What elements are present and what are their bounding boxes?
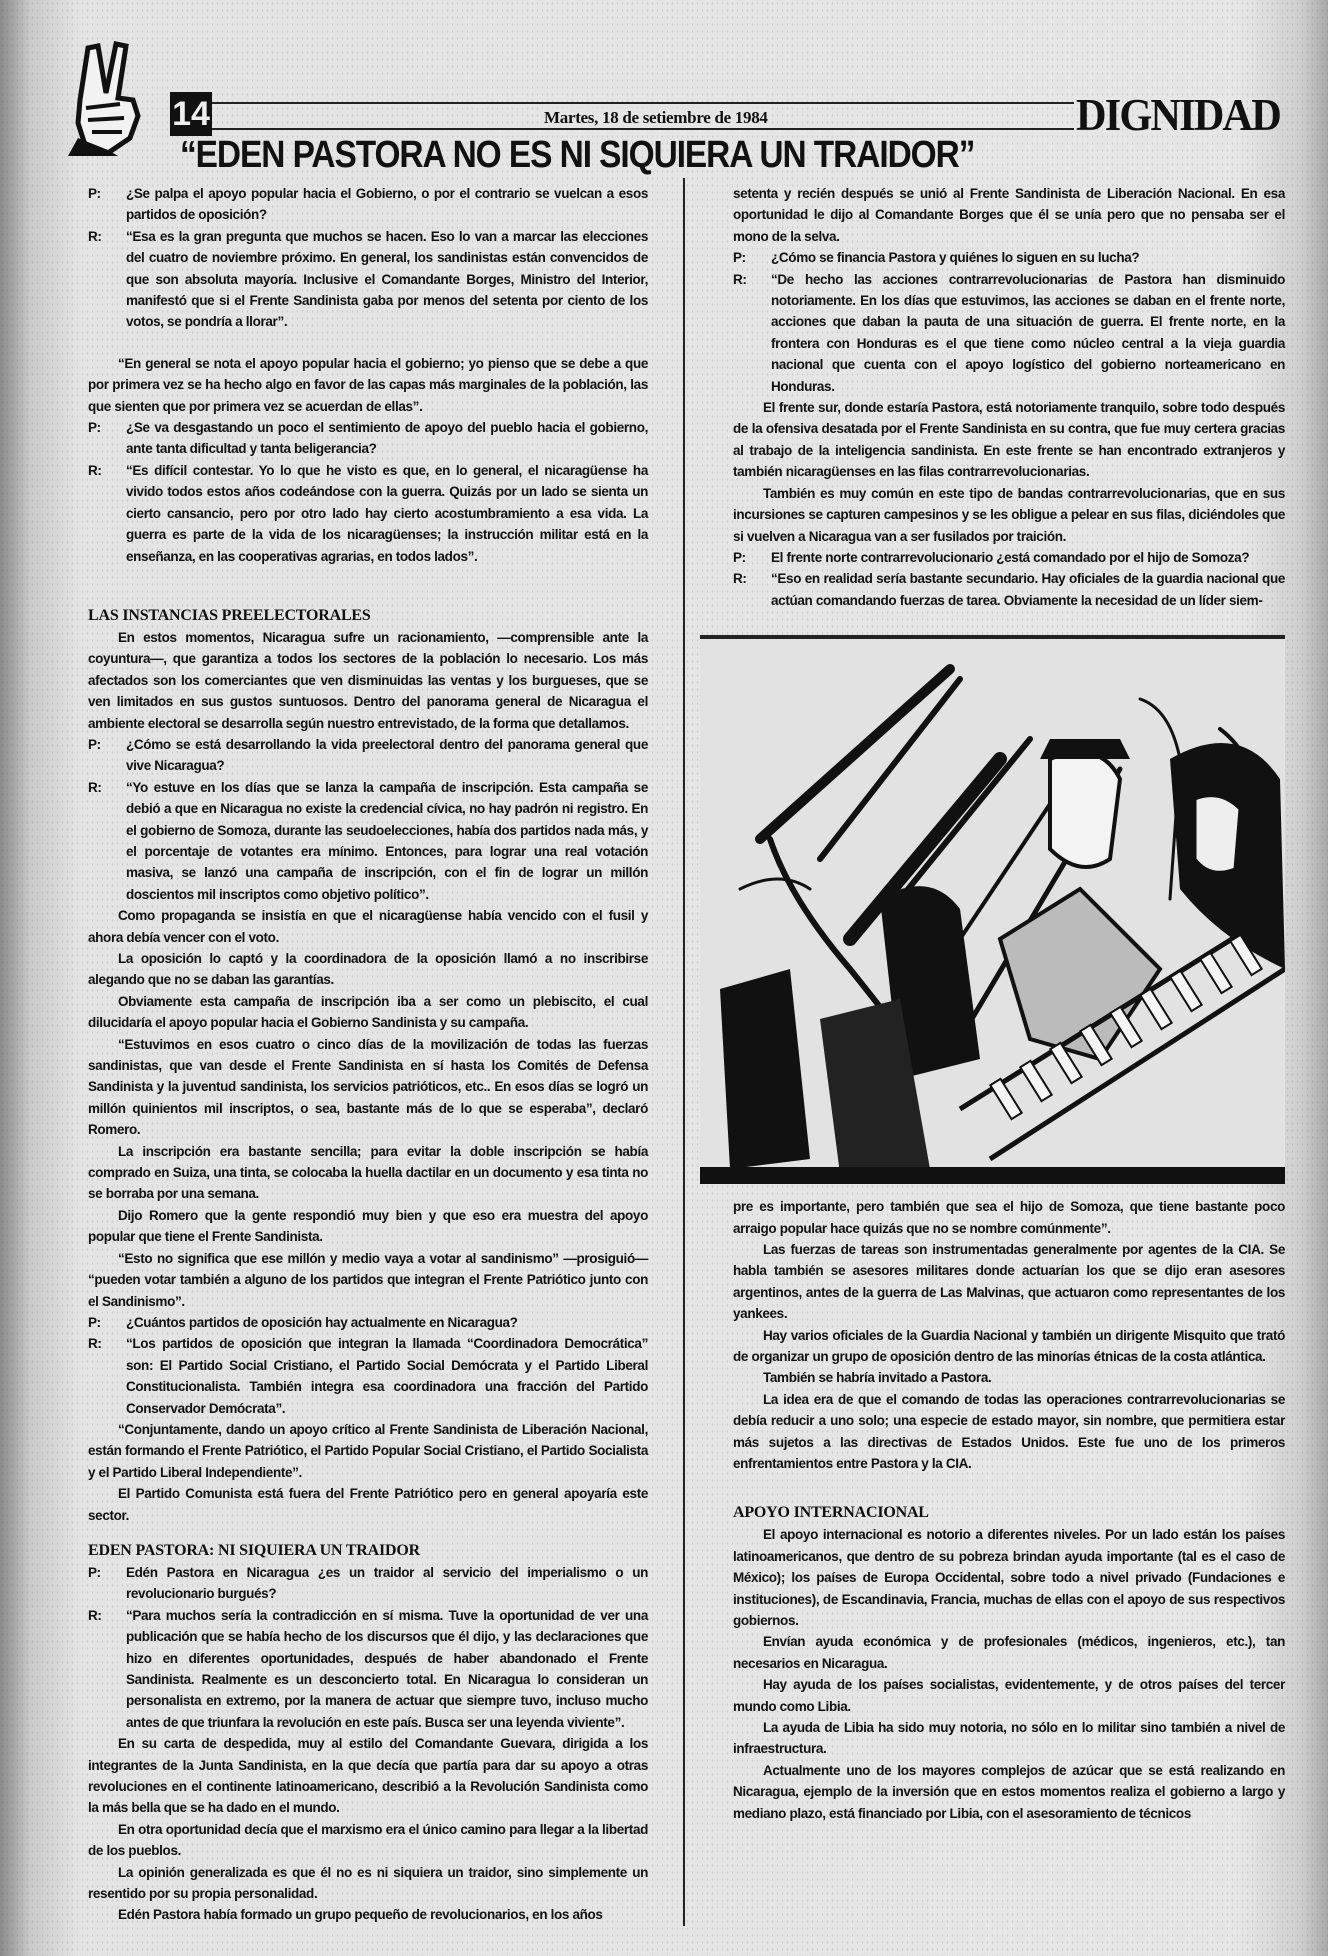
answer-paragraph <box>88 1605 648 1733</box>
body-paragraph <box>88 1819 648 1862</box>
paragraph-text: ¿Cómo se financia Pastora y quiénes lo siguen en su lucha? <box>771 250 1140 266</box>
speaker-label: R: <box>88 779 102 795</box>
body-paragraph <box>88 1248 648 1312</box>
paragraph-text: “Eso en realidad sería bastante secundario. Hay oficiales de la guardia nacional que actúan comandando fuerzas de tarea. Obviamente la necesidad de un líder siem- <box>771 571 1285 608</box>
body-paragraph <box>733 1325 1285 1368</box>
paragraph-text: ¿Cuántos partidos de oposición hay actualmente en Nicaragua? <box>126 1314 518 1330</box>
paragraph-text: ¿Se palpa el apoyo popular hacia el Gobierno, o por el contrario se vuelcan a esos partidos de oposición? <box>126 186 648 223</box>
paragraph-text: “En general se nota el apoyo popular hacia el gobierno; yo pienso que se debe a que por primera vez se ha hecho algo en favor de las capas más marginales de la población, las que sienten que por primera vez se acuerdan de ellas”. <box>88 355 648 414</box>
answer-paragraph <box>733 568 1285 611</box>
body-paragraph <box>88 1483 648 1526</box>
question-paragraph <box>733 247 1285 268</box>
paragraph-text: “De hecho las acciones contrarrevolucionarias de Pastora han disminuido notoriamente. En los días que estuvimos, las acciones se daban en el frente norte, acciones que daban la pauta de una situación de guerra. El frente norte, en la frontera con Honduras es el que tiene como núcleo central a la vieja guardia nacional que cuenta con el apoyo logístico del gobierno norteamericano en Honduras. <box>771 271 1285 394</box>
section-apoyo-internacional <box>733 1504 1285 1824</box>
illustration-frame <box>700 635 1285 1184</box>
paragraph-text: setenta y recién después se unió al Frente Sandinista de Liberación Nacional. En esa oportunidad le dijo al Comandante Borges que él se unía pero que no pensaba ser el mono de la selva. <box>733 186 1285 244</box>
paragraph-text: Hay ayuda de los países socialistas, evidentemente, y de otros países del tercer mundo como Libia. <box>733 1677 1285 1714</box>
paragraph-text: Envían ayuda económica y de profesionales (médicos, ingenieros, etc.), tan necesarios en Nicaragua. <box>733 1634 1285 1671</box>
body-paragraph <box>88 627 648 734</box>
right-column <box>733 183 1285 1824</box>
speaker-label: P: <box>88 1564 101 1580</box>
right-block-2 <box>733 1196 1285 1474</box>
speaker-label: R: <box>733 571 747 587</box>
body-paragraph <box>733 1196 1285 1239</box>
speaker-label: P: <box>88 1314 101 1330</box>
paragraph-text: ¿Cómo se está desarrollando la vida preelectoral dentro del panorama general que vive Nicaragua? <box>126 736 648 774</box>
paragraph-text: Las fuerzas de tareas son instrumentadas generalmente por agentes de la CIA. Se habla también se asesores militares donde actuarían los que se dijo eran asesores argentinos, antes de la guerra de Las Malvinas, que actuaron como representantes de los yankees. <box>733 1241 1285 1322</box>
paragraph-text: “Para muchos sería la contradicción en sí misma. Tuve la oportunidad de ver una publicación que se había hecho de los discursos que él dijo, y las declaraciones que hizo en diferentes oportunidades, después de haber abandonado el Frente Sandinista. Realmente es un desconcierto total. En Nicaragua lo consideran un personalista en extremo, por la manera de actuar que siempre tuvo, incluso mucho antes de que triunfara la revolución en este país. Busca ser una leyenda viviente”. <box>126 1607 648 1730</box>
left-column <box>88 183 648 1926</box>
left-block-2 <box>88 353 648 567</box>
body-paragraph <box>88 1419 648 1483</box>
question-paragraph <box>88 1312 648 1333</box>
body-paragraph <box>733 1760 1285 1824</box>
speaker-label: P: <box>88 420 101 436</box>
answer-paragraph <box>88 777 648 905</box>
speaker-label: P: <box>733 549 746 565</box>
question-paragraph <box>733 547 1285 568</box>
body-paragraph <box>733 397 1285 483</box>
body-paragraph <box>88 1141 648 1205</box>
header-rule-bottom <box>212 128 1074 130</box>
header-rule-top <box>212 102 1074 104</box>
body-paragraph <box>733 1389 1285 1475</box>
paragraph-text: “Estuvimos en esos cuatro o cinco días de la movilización de todas las fuerzas sandinistas, que van desde el Frente Sandinista en sí hasta los Comités de Defensa Sandinista y la juventud sandinista, los servicios patrióticos, etc.. En esos días se logró un millón quinientos mil inscriptos, o sea, bastante más de lo que se esperaba”, declaró Romero. <box>88 1036 648 1138</box>
speaker-label: R: <box>88 462 102 478</box>
paragraph-text: El frente sur, donde estaría Pastora, está notoriamente tranquilo, sobre todo después de la ofensiva desatada por el Frente Sandinista en su contra, que fue muy certera gracias al trabajo de la inteligencia sandinista. En este frente se han encontrado extranjeros y también nicaragüenses en las filas contrarrevolucionarias. <box>733 400 1285 480</box>
paragraph-text: “Conjuntamente, dando un apoyo crítico al Frente Sandinista de Liberación Nacional, están formando el Frente Patriótico, el Partido Popular Social Cristiano, el Partido Socialista y el Partido Liberal Independiente”. <box>88 1421 648 1480</box>
paragraph-text: Dijo Romero que la gente respondió muy bien y que eso era muestra del apoyo popular que tiene el Frente Sandinista. <box>88 1207 648 1245</box>
paragraph-text: ¿Se va desgastando un poco el sentimiento de apoyo del pueblo hacia el gobierno, ante tanta dificultad y tanta beligerancia? <box>126 420 648 457</box>
section-heading: EDEN PASTORA: NI SIQUIERA UN TRAIDOR <box>88 1541 420 1559</box>
illustration-armed-militia <box>700 639 1285 1184</box>
question-paragraph <box>88 183 648 226</box>
body-paragraph <box>733 483 1285 547</box>
answer-paragraph <box>733 269 1285 397</box>
speaker-label: P: <box>88 186 101 201</box>
paragraph-text: Obviamente esta campaña de inscripción iba a ser como un plebiscito, el cual dilucidaría el apoyo popular hacia el Gobierno Sandinista y su campaña. <box>88 993 648 1031</box>
paragraph-text: En otra oportunidad decía que el marxismo era el único camino para llegar a la libertad de los pueblos. <box>88 1821 648 1859</box>
body-paragraph <box>88 1733 648 1819</box>
speaker-label: P: <box>88 736 101 752</box>
paragraph-text: Actualmente uno de los mayores complejos de azúcar que se está realizando en Nicaragua, ejemplo de la inversión que en estos momentos realiza el gobierno a largo y mediano plazo, está financiado por Libia, con el asesoramiento de técnicos <box>733 1762 1285 1821</box>
victory-hand-logo-icon <box>58 38 168 158</box>
headline: “EDEN PASTORA NO ES NI SIQUIERA UN TRAIDOR” <box>180 134 975 176</box>
paragraph-text: La ayuda de Libia ha sido muy notoria, no sólo en lo militar sino también a nivel de infraestructura. <box>733 1720 1285 1757</box>
paragraph-text: El Partido Comunista está fuera del Frente Patriótico pero en general apoyaría este sector. <box>88 1486 648 1523</box>
body-paragraph <box>733 1367 1285 1388</box>
body-paragraph <box>733 1717 1285 1760</box>
body-paragraph <box>733 1674 1285 1717</box>
speaker-label: P: <box>733 250 746 266</box>
page-number: 14 <box>170 92 212 136</box>
speaker-label: R: <box>88 1607 102 1623</box>
paragraph-text: También se habría invitado a Pastora. <box>763 1370 992 1386</box>
speaker-label: R: <box>88 228 102 244</box>
paragraph-text: Como propaganda se insistía en que el nicaragüense había vencido con el fusil y ahora debía vencer con el voto. <box>88 908 648 945</box>
masthead-logo: DIGNIDAD <box>1076 89 1280 140</box>
paragraph-text: La opinión generalizada es que él no es ni siquiera un traidor, sino simplemente un resentido por su propia personalidad. <box>88 1864 648 1902</box>
speaker-label: R: <box>88 1336 102 1352</box>
question-paragraph <box>88 734 648 777</box>
body-paragraph <box>88 1904 648 1925</box>
answer-paragraph <box>88 1333 648 1419</box>
speaker-label: R: <box>733 271 747 287</box>
section-heading: LAS INSTANCIAS PREELECTORALES <box>88 606 371 624</box>
paragraph-text: “Esa es la gran pregunta que muchos se hacen. Eso lo van a marcar las elecciones del cuatro de noviembre próximo. En general, los sandinistas están convencidos de que son absoluta mayoría. Inclusive el Comandante Borges, Ministro del Interior, manifestó que si el Frente Sandinista gaba por menos del setenta por ciento de los votos, se pondría a llorar”. <box>126 228 648 330</box>
left-block-1 <box>88 183 648 333</box>
issue-date: Martes, 18 de setiembre de 1984 <box>540 108 772 128</box>
body-paragraph <box>733 1239 1285 1325</box>
body-paragraph <box>88 1034 648 1141</box>
paragraph-text: El frente norte contrarrevolucionario ¿está comandado por el hijo de Somoza? <box>771 549 1250 565</box>
paragraph-text: La idea era de que el comando de todas las operaciones contrarrevolucionarias se debía reducir a uno solo; una especie de estado mayor, sin nombre, que permitiera estar más sujetos a las directivas de Estados Unidos. Este fue uno de los primeros enfrentamientos entre Pastora y la CIA. <box>733 1391 1285 1471</box>
paragraph-text: “Esto no significa que ese millón y medio vaya a votar al sandinismo” —prosiguió— “pueden votar también a alguno de los partidos que integran el Frente Patriótico junto con el Sandinismo”. <box>88 1250 648 1309</box>
paragraph-text: “Los partidos de oposición que integran la llamada “Coordinadora Democrática” son: El Partido Social Cristiano, el Partido Social Demócrata y el Partido Liberal Constitucionalista. También integra esa coordinadora una fracción del Partido Conservador Demócrata”. <box>126 1336 648 1416</box>
paragraph-text: La inscripción era bastante sencilla; para evitar la doble inscripción se había comprado en Suiza, una tinta, se colocaba la huella dactilar en un documento y esa tinta no se borraba por una semana. <box>88 1143 648 1202</box>
body-paragraph <box>88 1205 648 1248</box>
body-paragraph <box>733 1631 1285 1674</box>
section-heading: APOYO INTERNACIONAL <box>733 1504 929 1522</box>
body-paragraph <box>88 353 648 417</box>
paragraph-text: “Yo estuve en los días que se lanza la campaña de inscripción. Esta campaña se debió a que en Nicaragua no existe la credencial cívica, no hay padrón ni registro. En el gobierno de Somoza, durante las seudoelecciones, había dos partidos nada más, y el porcentaje de votantes era mínimo. Entonces, para lograr una real votación masiva, se lanzó una campaña de inscripción, con el fin de lograr un millón doscientos mil inscriptos como objetivo político”. <box>126 779 648 902</box>
section-instancias-preelectorales <box>88 607 648 1526</box>
paragraph-text: La oposición lo captó y la coordinadora de la oposición llamó a no inscribirse alegando que no se daban las garantías. <box>88 951 648 988</box>
paragraph-text: Edén Pastora en Nicaragua ¿es un traidor al servicio del imperialismo o un revolucionario burgués? <box>126 1564 648 1602</box>
body-paragraph <box>733 183 1285 247</box>
column-divider <box>683 178 685 1926</box>
paragraph-text: El apoyo internacional es notorio a diferentes niveles. Por un lado están los países latinoamericanos, que dentro de su pobreza brindan ayuda importante (tal es el caso de México); los países de Europa Occidental, sobre todo a nivel privado (Fundaciones e instituciones), de Escandinavia, Francia, muchas de ellas con el apoyo de sus respectivos gobiernos. <box>733 1527 1285 1629</box>
section-eden-pastora <box>88 1542 648 1926</box>
paragraph-text: Hay varios oficiales de la Guardia Nacional y también un dirigente Misquito que trató de organizar un grupo de oposición dentro de las minorías étnicas de la costa atlántica. <box>733 1327 1285 1364</box>
paragraph-text: pre es importante, pero también que sea el hijo de Somoza, que tiene bastante poco arraigo popular hace quizás que no se nombre comúnmente”. <box>733 1199 1285 1236</box>
paragraph-text: En estos momentos, Nicaragua sufre un racionamiento, —comprensible ante la coyuntura—, que garantiza a todos los sectores de la población lo necesario. Los más afectados son los comerciantes que ven disminuidas las ventas y los burgueses, que se ven limitados en sus gustos suntuosos. Dentro del panorama general de Nicaragua el ambiente electoral se desarrolla según nuestro entrevistado, de la forma que detallamos. <box>88 629 648 731</box>
question-paragraph <box>88 417 648 460</box>
right-block-1 <box>733 183 1285 611</box>
paragraph-text: En su carta de despedida, muy al estilo del Comandante Guevara, dirigida a los integrantes de la Junta Sandinista, en la que decía que partía para dar su apoyo a otras revoluciones en el continente latinoamericano, describió a la Revolución Sandinista como la más bella que se ha dado en el mundo. <box>88 1736 648 1816</box>
body-paragraph <box>733 1524 1285 1631</box>
body-paragraph <box>88 991 648 1034</box>
question-paragraph <box>88 1562 648 1605</box>
answer-paragraph <box>88 460 648 567</box>
paragraph-text: “Es difícil contestar. Yo lo que he visto es que, en lo general, el nicaragüense ha vivido todos estos años codeándose con la guerra. Quizás por un lado se sienta un cierto cansancio, pero por otro lado hay cierto acostumbramiento a esa vida. La guerra es parte de la vida de los nicaragüenses; la instrucción militar está en la enseñanza, en las cooperativas agrarias, en todos lados”. <box>126 462 648 564</box>
body-paragraph <box>88 1862 648 1905</box>
answer-paragraph <box>88 226 648 333</box>
paragraph-text: Edén Pastora había formado un grupo pequeño de revolucionarios, en los años <box>118 1907 603 1923</box>
body-paragraph <box>88 905 648 948</box>
body-paragraph <box>88 948 648 991</box>
paragraph-text: También es muy común en este tipo de bandas contrarrevolucionarias, que en sus incursiones se capturen campesinos y se les obligue a pelear en sus filas, diciéndoles que si vuelven a Nicaragua van a ser fusilados por traición. <box>733 485 1285 544</box>
